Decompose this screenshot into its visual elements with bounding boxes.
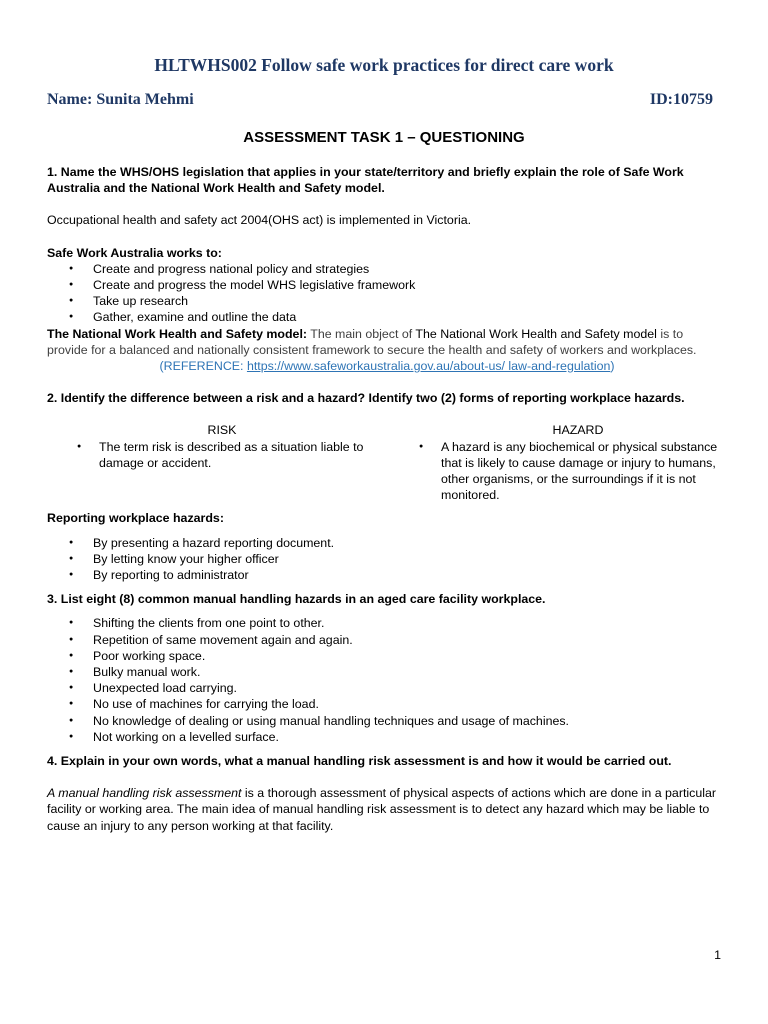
hazard-column <box>419 422 737 503</box>
list-item: ● Bulky manual work. <box>47 664 727 680</box>
list-item: ● Create and progress national policy and strategies <box>47 261 727 277</box>
answer-4-text: is a thorough assessment of physical aspects of actions which are done in a particular facility or working area. The main idea of manual handling risk assessment is to detect any hazard which may be liable to cause an injury to any person working at that facility. <box>47 786 716 833</box>
answer-1-legislation: Occupational health and safety act 2004(OHS act) is implemented in Victoria. <box>47 213 472 228</box>
answer-4-emphasis: A manual handling risk assessment <box>47 786 242 801</box>
risk-definition: ● The term risk is described as a situation liable to damage or accident. <box>77 439 397 471</box>
list-item: ● Not working on a levelled surface. <box>47 729 727 745</box>
model-paragraph <box>47 326 727 358</box>
answer-4 <box>47 785 727 834</box>
list-item: ● Take up research <box>47 293 727 309</box>
model-text-c: is to provide for a balanced and nationally consistent framework to secure the health and safety of workers and workplaces. <box>47 326 697 357</box>
document-body <box>47 164 727 834</box>
risk-heading: RISK <box>207 423 237 438</box>
list-item: ● No use of machines for carrying the load. <box>47 696 727 712</box>
question-4: 4. Explain in your own words, what a manual handling risk assessment is and how it would be carried out. <box>47 754 672 769</box>
task-heading: ASSESSMENT TASK 1 – QUESTIONING <box>243 129 525 146</box>
student-id: ID:10759 <box>649 91 713 108</box>
risk-hazard-comparison <box>47 422 727 502</box>
question-3: 3. List eight (8) common manual handling hazards in an aged care facility workplace. <box>47 592 546 607</box>
question-1: 1. Name the WHS/OHS legislation that applies in your state/territory and briefly explain the role of Safe Work Australia and the National Work Health and Safety model. <box>47 165 684 196</box>
hazard-heading: HAZARD <box>552 423 604 438</box>
list-item: ● Create and progress the model WHS legislative framework <box>47 277 727 293</box>
list-item: ● Poor working space. <box>47 648 727 664</box>
list-item: ● By presenting a hazard reporting document. <box>47 535 727 551</box>
list-item: ● By letting know your higher officer <box>47 551 727 567</box>
swa-list <box>47 261 727 326</box>
model-label: The National Work Health and Safety model: <box>47 326 308 341</box>
question-2: 2. Identify the difference between a risk and a hazard? Identify two (2) forms of reporting workplace hazards. <box>47 391 685 406</box>
list-item: ● Gather, examine and outline the data <box>47 309 727 325</box>
page-number: 1 <box>714 948 721 962</box>
reporting-list <box>47 535 727 584</box>
list-item: ● No knowledge of dealing or using manual handling techniques and usage of machines. <box>47 713 727 729</box>
hazard-definition: ● A hazard is any biochemical or physical substance that is likely to cause damage or injury to humans, other organisms, or the surroundings if it is not monitored. <box>419 439 737 504</box>
reference-label: (REFERENCE: <box>159 359 247 374</box>
document-title: HLTWHS002 Follow safe work practices for direct care work <box>154 55 614 75</box>
reporting-heading: Reporting workplace hazards: <box>47 511 224 526</box>
reference-line <box>47 358 727 374</box>
reference-close: ) <box>610 359 615 374</box>
student-info-row <box>47 91 713 111</box>
list-item: ● Shifting the clients from one point to other. <box>47 615 727 631</box>
model-text-a: The main object of <box>307 326 416 341</box>
risk-column <box>77 422 397 471</box>
model-text-b: The National Work Health and Safety model <box>415 326 657 341</box>
reference-link[interactable]: https://www.safeworkaustralia.gov.au/about-us/ law-and-regulation <box>246 359 611 374</box>
list-item: ● Unexpected load carrying. <box>47 680 727 696</box>
student-name: Name: Sunita Mehmi <box>47 91 194 108</box>
list-item: ● By reporting to administrator <box>47 567 727 583</box>
manual-handling-hazards-list <box>47 615 727 745</box>
swa-heading: Safe Work Australia works to: <box>47 245 222 260</box>
list-item: ● Repetition of same movement again and again. <box>47 632 727 648</box>
